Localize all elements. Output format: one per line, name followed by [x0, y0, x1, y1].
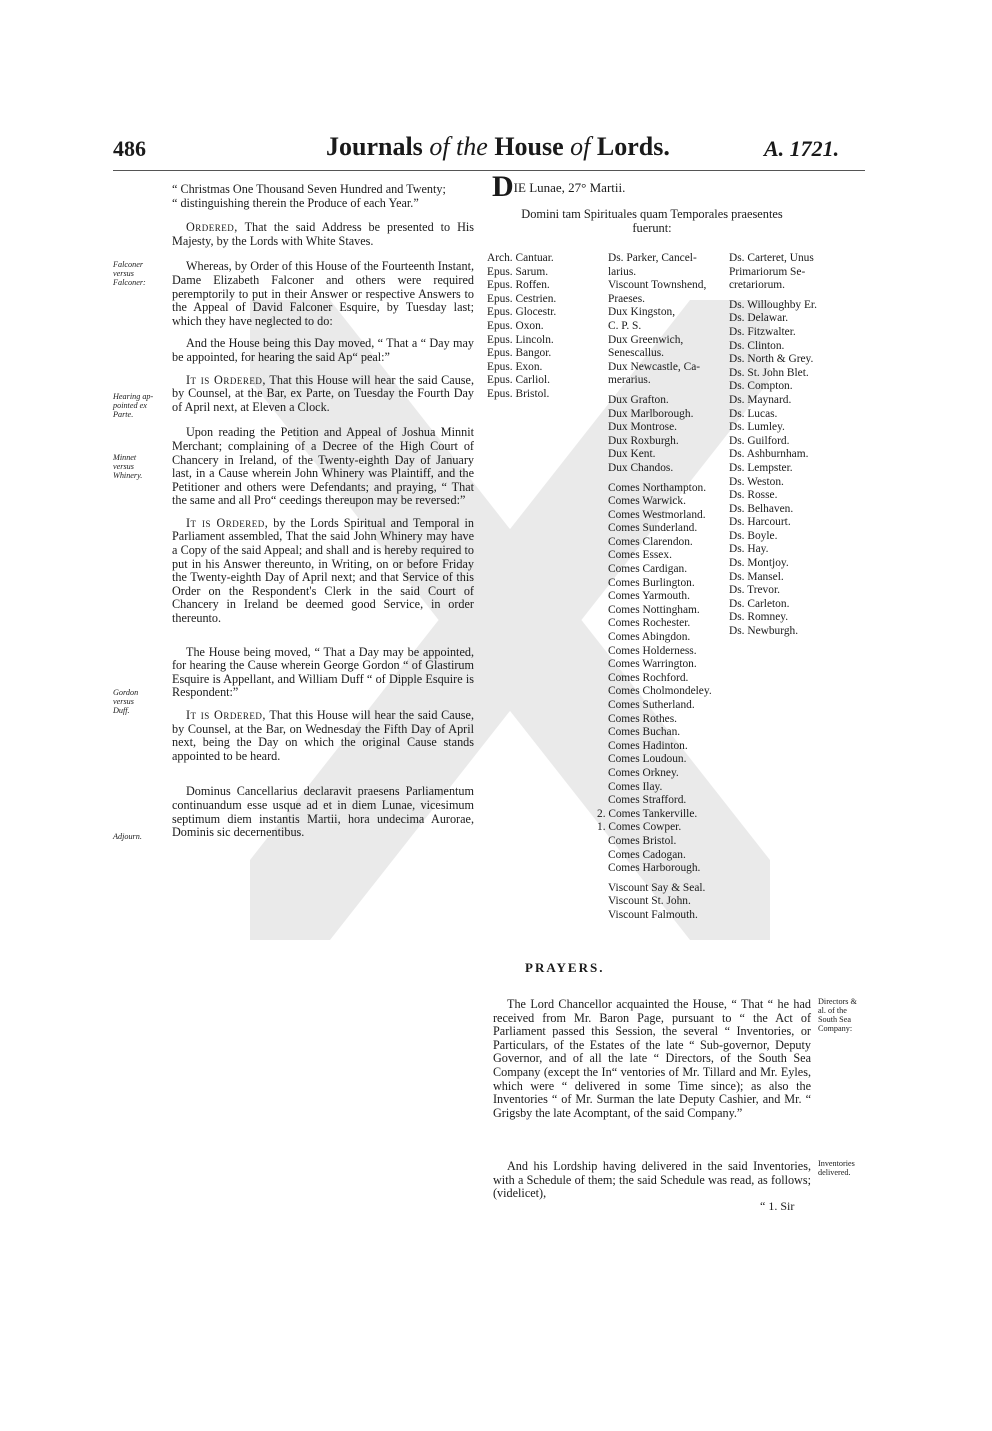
- list-item: Ds. Lempster.: [729, 461, 793, 474]
- list-item: Viscount St. John.: [608, 895, 691, 908]
- list-item: Epus. Roffen.: [487, 279, 550, 292]
- list-item: Comes Rochford.: [608, 671, 689, 684]
- list-item: Ds. Rosse.: [729, 489, 778, 502]
- list-item: Comes Ilay.: [608, 780, 663, 793]
- inventories-delivered: And his Lordship having delivered in the said Inventories, with a Schedule of them; the said Schedule was read, as follows; (videlicet),: [493, 1159, 811, 1201]
- list-item: Comes Clarendon.: [608, 535, 693, 548]
- list-item: Ds. Weston.: [729, 475, 784, 488]
- running-head: Journals of the House of Lords.: [326, 132, 670, 161]
- note-gordon: Gordon versus Duff.: [113, 688, 139, 715]
- list-item: Ds. Boyle.: [729, 529, 778, 542]
- list-item: Epus. Exon.: [487, 360, 543, 373]
- year: A. 1721.: [764, 136, 840, 161]
- list-item: Comes Sutherland.: [608, 699, 695, 711]
- list-item: Epus. Carliol.: [487, 374, 550, 387]
- order-hearing: It is Ordered, That this House will hear the said Cause, by Counsel, at the Bar, ex Parte, on Tuesday the Fourth Day of April next, at Eleven a Clock.: [172, 372, 474, 414]
- list-item: Epus. Sarum.: [487, 265, 549, 278]
- list-item: Ds. Hay.: [729, 543, 769, 556]
- list-item: Primariorum Se-: [729, 265, 806, 278]
- list-item: Viscount Townshend,: [608, 279, 707, 292]
- list-item: Epus. Cestrien.: [487, 292, 557, 305]
- list-item: Comes Yarmouth.: [608, 590, 690, 603]
- prayers-heading: PRAYERS.: [525, 960, 605, 975]
- minnit-petition: Upon reading the Petition and Appeal of Joshua Minnit Merchant; complaining of a Decree of the High Court of Chancery in Ireland, of the Twenty-eighth Day of January last, in a Cause wherein John Whinery was Plaintiff, and the Petitioner and others were Defendants; and praying, “ That the same and all Pro“ ceedings thereupon may be reversed:”: [172, 425, 474, 508]
- list-item: Comes Warwick.: [608, 495, 686, 508]
- list-item: Comes Strafford.: [608, 794, 687, 807]
- list-item: Ds. Fitzwalter.: [729, 325, 796, 338]
- list-item: Ds. Delawar.: [729, 312, 789, 325]
- gordon-motion: The House being moved, “ That a Day may be appointed, for hearing the Cause wherein George Gordon “ of Glastirum Esquire is Appellant, and William Duff “ of Dipple Esquire is Respondent:”: [172, 644, 474, 700]
- list-item: Epus. Lincoln.: [487, 333, 554, 346]
- list-bishops: [487, 252, 556, 402]
- list-item: Comes Essex.: [608, 549, 672, 562]
- list-item: Comes Harborough.: [608, 862, 701, 875]
- list-item: 1. Comes Cowper.: [597, 821, 682, 834]
- list-item: Ds. Mansel.: [729, 570, 784, 583]
- house-moved: And the House being this Day moved, “ That a “ Day may be appointed, for hearing the said Ap“ peal:”: [172, 336, 474, 364]
- list-item: Comes Rochester.: [608, 617, 691, 630]
- list-item: Epus. Bristol.: [487, 387, 550, 400]
- list-item: Comes Abingdon.: [608, 631, 691, 644]
- list-item: Comes Nottingham.: [608, 603, 700, 616]
- list-item: Ds. Ashburnham.: [729, 448, 809, 461]
- catchword: “ 1. Sir: [760, 1199, 795, 1213]
- order-whinery: It is Ordered, by the Lords Spiritual and Temporal in Parliament assembled, That the said John Whinery may have a Copy of the said Appeal; and shall and is hereby required to put in his Answer thereunto, in Writing, on or before Friday the Twenty-eighth Day of April next; and that Service of this Order on the Respondent's Clerk in the said Court of Chancery in Ireland be deemed good Service, in order thereunto.: [172, 515, 474, 626]
- order-gordon: It is Ordered, That this House will hear the said Cause, by Counsel, at the Bar, on Wednesday the Fifth Day of April next, being the Day on which the original Cause stands appointed to be heard.: [172, 708, 474, 763]
- list-item: Comes Burlington.: [608, 576, 695, 589]
- left-column: [172, 183, 474, 849]
- list-item: Comes Buchan.: [608, 726, 681, 739]
- list-item: Dux Grafton.: [608, 393, 669, 406]
- note-falconer: Falconer versus Falconer:: [113, 260, 146, 287]
- list-item: cretariorum.: [729, 279, 785, 292]
- list-item: C. P. S.: [608, 319, 642, 332]
- note-adjourn: Adjourn.: [113, 832, 142, 841]
- list-item: Ds. Romney.: [729, 611, 789, 624]
- list-item: Ds. Compton.: [729, 380, 793, 393]
- die-heading: DIE Lunae, 27° Martii.: [492, 170, 626, 203]
- list-item: Arch. Cantuar.: [487, 252, 554, 264]
- list-item: Dux Roxburgh.: [608, 434, 679, 447]
- list-item: Comes Sunderland.: [608, 522, 698, 535]
- list-item: Ds. Maynard.: [729, 393, 792, 406]
- list-item: Ds. Lumley.: [729, 421, 785, 434]
- list-item: Comes Cholmondeley.: [608, 685, 712, 698]
- list-item: Ds. Montjoy.: [729, 557, 789, 570]
- list-item: Ds. Belhaven.: [729, 502, 794, 515]
- list-item: Ds. Clinton.: [729, 339, 785, 352]
- note-minnet: Minnet versus Whinery.: [113, 453, 143, 480]
- list-item: Ds. North & Grey.: [729, 353, 814, 366]
- domini-line: Domini tam Spirituales quam Temporales praesentes fuerunt:: [521, 207, 783, 235]
- chancellor-statement: The Lord Chancellor acquainted the House, “ That “ he had received from Mr. Baron Page, pursuant to “ the Act of Parliament passed this Session, the several “ Inventories, or Particulars, of the Estates of the late “ Sub-governor, Deputy Governor, and of all the late “ Directors, of the South Sea Company (except the In“ ventories of Mr. Tillard and Mr. Eyles, which were “ delivered in some Time since); as also the Inventories “ of Mr. Surman the late Deputy Cashier, and Mr. “ Grigsby the late Acomptant, of the said Company.”: [493, 997, 811, 1120]
- whereas-falconer: Whereas, by Order of this House of the Fourteenth Instant, Dame Elizabeth Falconer and others were required peremptorily to put in their Answer or respective Answers to the Appeal of David Falconer Esquire, by Tuesday last; which they have neglected to do:: [172, 259, 474, 328]
- list-item: Viscount Say & Seal.: [608, 881, 706, 894]
- list-item: Comes Bristol.: [608, 834, 677, 847]
- list-item: Ds. Parker, Cancel-: [608, 252, 697, 264]
- list-barons: [729, 252, 817, 639]
- list-item: Dux Greenwich,: [608, 333, 684, 346]
- list-item: Dux Chandos.: [608, 461, 674, 474]
- list-item: Comes Hadinton.: [608, 739, 688, 752]
- list-item: Ds. Willoughby Er.: [729, 298, 817, 311]
- note-hearing: Hearing ap- pointed ex Parte.: [113, 392, 154, 419]
- list-item: Comes Rothes.: [608, 712, 677, 725]
- list-item: Ds. St. John Blet.: [729, 366, 809, 379]
- list-item: Comes Warrington.: [608, 658, 697, 671]
- list-item: Comes Cadogan.: [608, 848, 686, 861]
- adjournment: Dominus Cancellarius declaravit praesens Parliamentum continuandum esse usque ad et in diem Lunae, vicesimum septimum diem instantis Martii, hora undecima Aurorae, Dominis sic decernentibus.: [172, 784, 474, 840]
- page-number: 486: [113, 136, 146, 161]
- list-item: Comes Northampton.: [608, 481, 707, 494]
- list-item: Epus. Glocestr.: [487, 306, 557, 319]
- continued-text: “ Christmas One Thousand Seven Hundred and Twenty; “ distinguishing therein the Produce of each Year.”: [172, 182, 446, 210]
- list-lords-temporal: [597, 252, 712, 923]
- list-item: 2. Comes Tankerville.: [597, 807, 698, 820]
- note-inventories: Inventories delivered.: [818, 1159, 855, 1177]
- list-item: merarius.: [608, 374, 651, 387]
- list-item: Ds. Harcourt.: [729, 516, 791, 529]
- list-item: Dux Kingston,: [608, 306, 676, 319]
- list-item: Viscount Falmouth.: [608, 908, 698, 921]
- list-item: Epus. Bangor.: [487, 347, 552, 360]
- list-item: Ds. Newburgh.: [729, 625, 799, 638]
- list-item: Comes Cardigan.: [608, 563, 688, 576]
- list-item: larius.: [608, 265, 637, 278]
- list-item: Praeses.: [608, 292, 646, 305]
- list-item: Dux Montrose.: [608, 421, 677, 434]
- list-item: Ds. Guilford.: [729, 434, 790, 447]
- list-item: Senescallus.: [608, 347, 664, 360]
- list-item: Ds. Carteret, Unus: [729, 252, 814, 264]
- order-address: Ordered, That the said Address be presented to His Majesty, by the Lords with White Staves.: [172, 220, 474, 248]
- list-item: Comes Loudoun.: [608, 753, 687, 766]
- list-item: Dux Marlborough.: [608, 407, 694, 420]
- list-item: Dux Newcastle, Ca-: [608, 360, 701, 373]
- list-item: Epus. Oxon.: [487, 319, 544, 332]
- list-item: Comes Orkney.: [608, 766, 679, 779]
- note-directors: Directors & al. of the South Sea Company:: [818, 997, 857, 1033]
- list-item: Ds. Carleton.: [729, 597, 790, 610]
- list-item: Dux Kent.: [608, 448, 656, 461]
- list-item: Comes Holderness.: [608, 644, 697, 657]
- header-rule: [113, 170, 865, 171]
- list-item: Comes Westmorland.: [608, 508, 706, 521]
- list-item: Ds. Lucas.: [729, 407, 778, 420]
- list-item: Ds. Trevor.: [729, 584, 780, 597]
